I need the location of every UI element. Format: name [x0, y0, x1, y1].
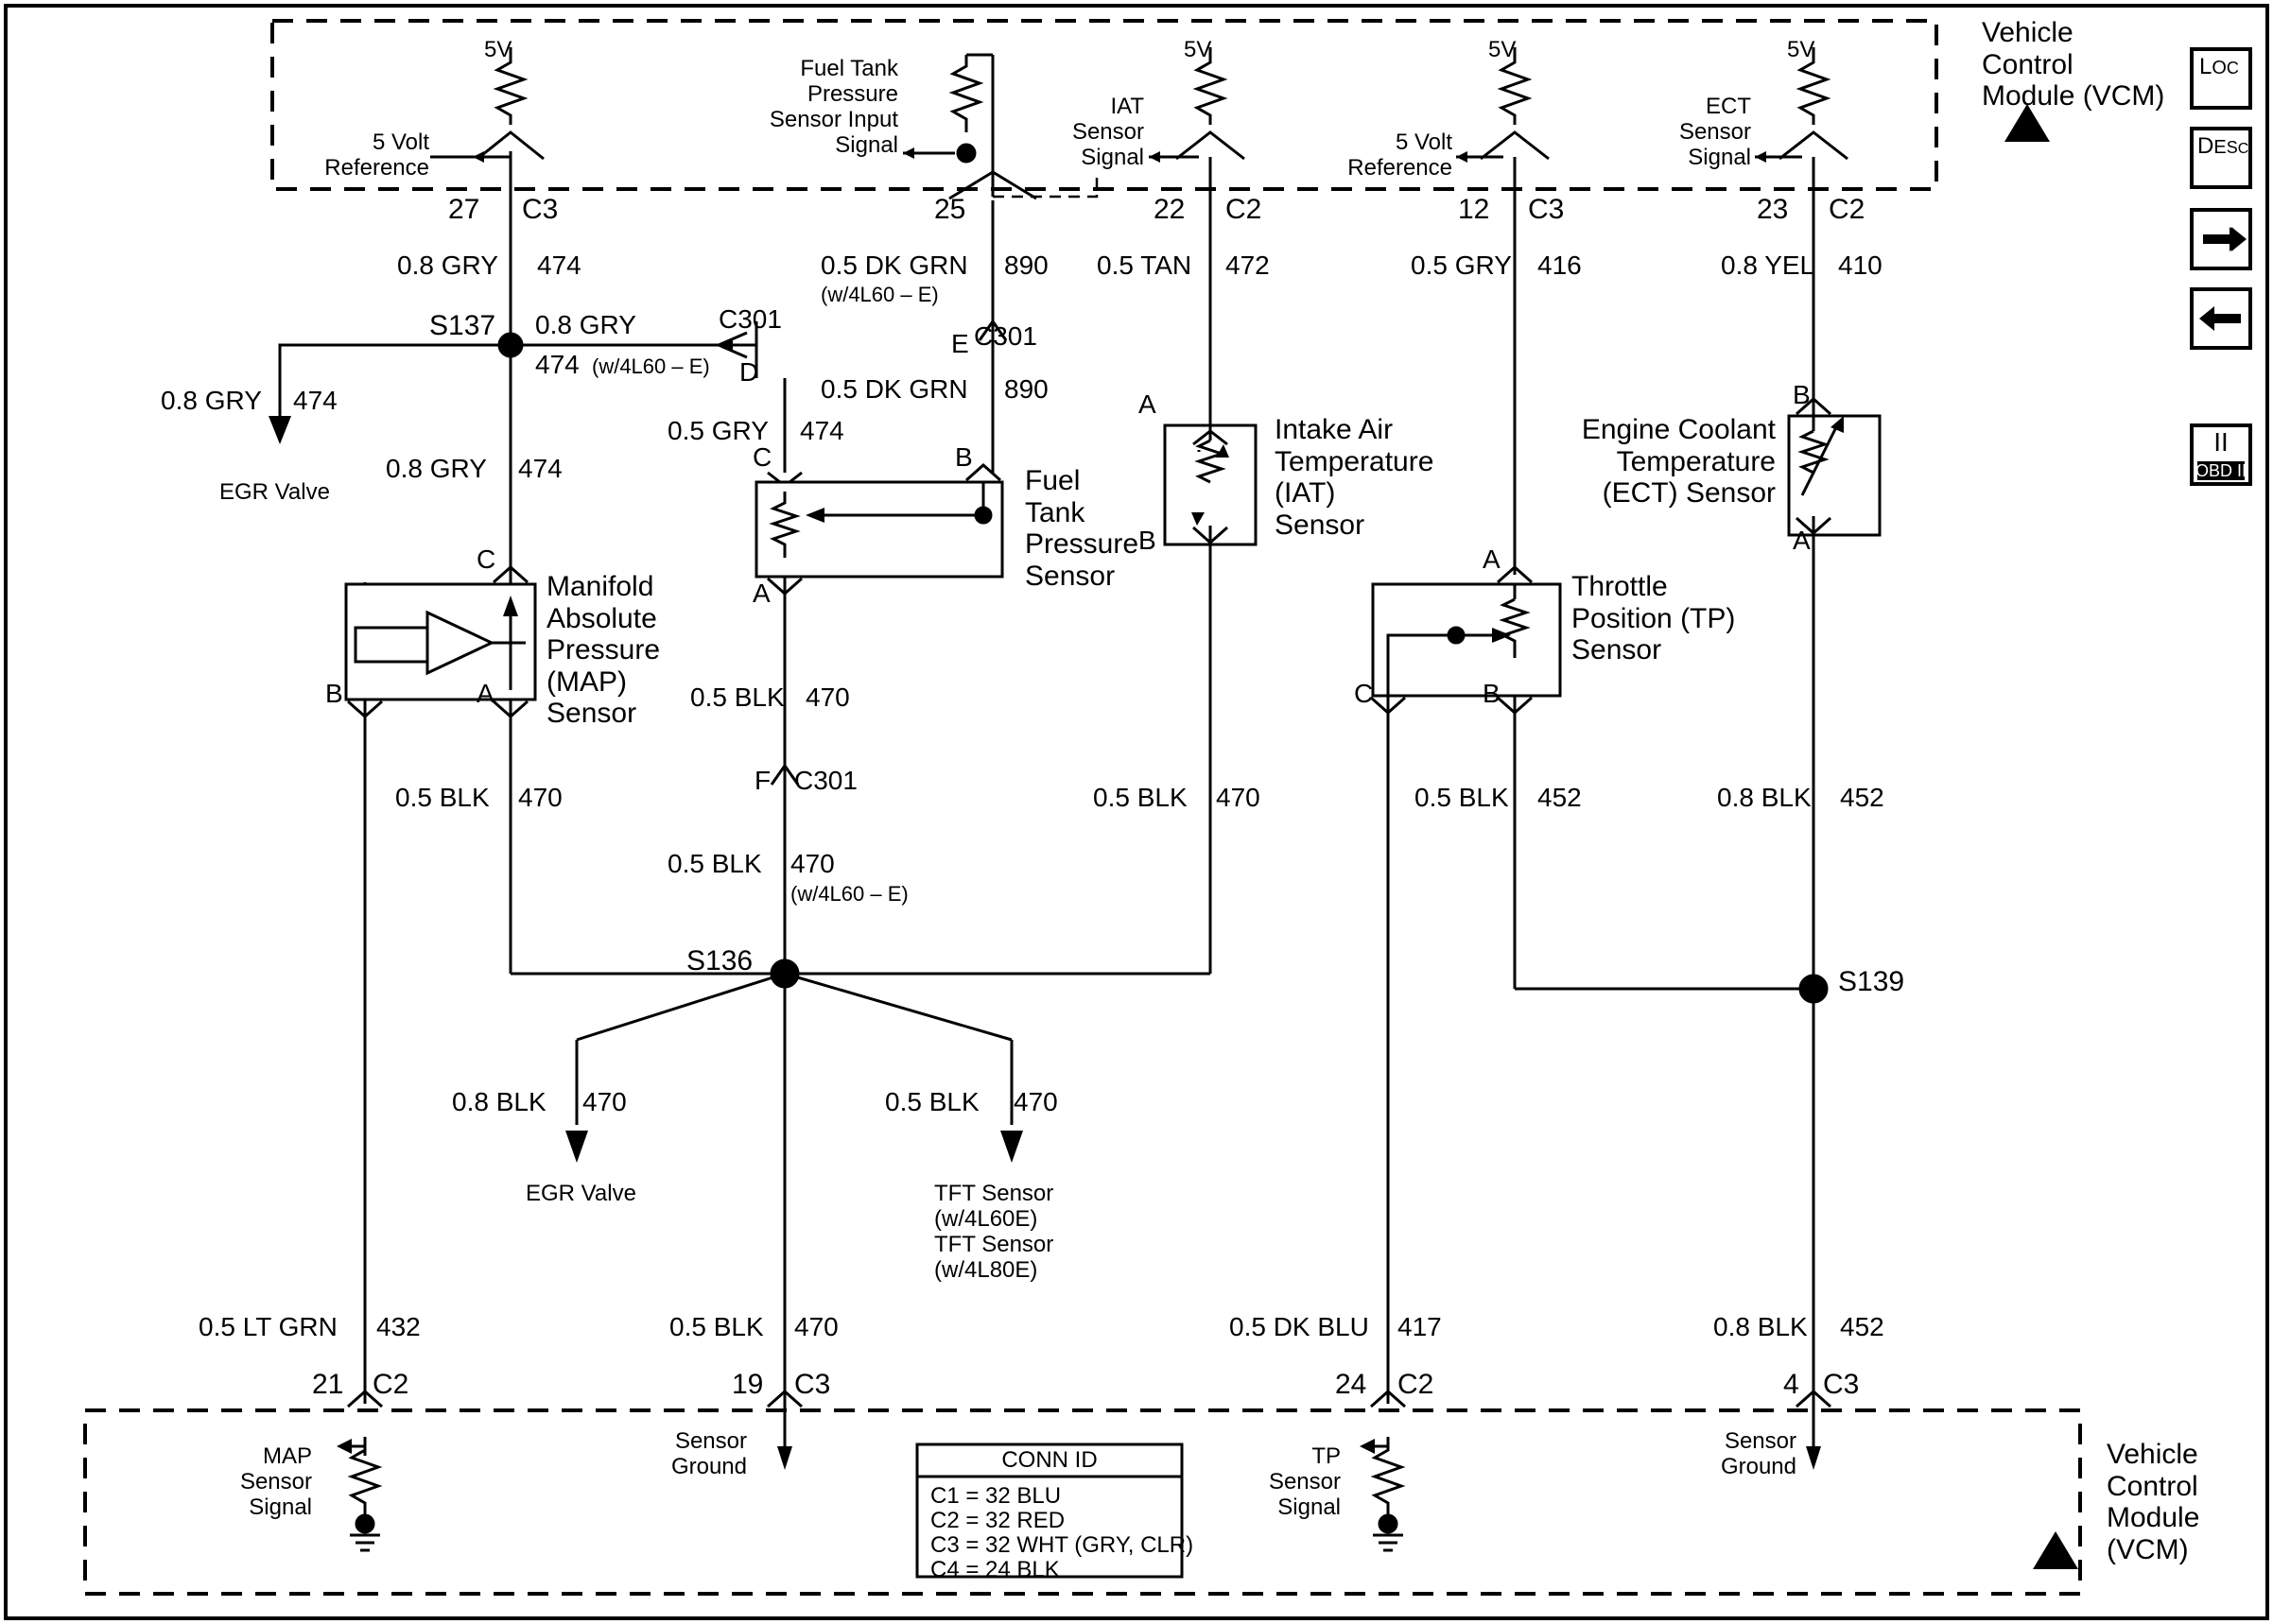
obd-ii-button-label[interactable]: OBD II — [2195, 461, 2247, 480]
conn-c3-bot-1: C3 — [794, 1369, 831, 1400]
pin-19: 19 — [732, 1369, 764, 1400]
conn-c2-top-2: C2 — [1829, 194, 1865, 225]
label-ftp-signal: Fuel Tank Pressure Sensor Input Signal — [769, 56, 898, 158]
wire-num-w6: 890 — [1004, 251, 1049, 280]
wire-label-w14: 0.5 BLK — [668, 849, 762, 878]
wire-num-w21: 470 — [794, 1312, 839, 1341]
conn-c2-top-1: C2 — [1225, 194, 1262, 225]
splice-s136: S136 — [686, 945, 754, 976]
pin-22: 22 — [1154, 194, 1186, 225]
connector-c301-e-label: C301 — [974, 321, 1037, 351]
label-iat-signal: IAT Sensor Signal — [1071, 94, 1144, 170]
wire-num-w5: 474 — [800, 416, 844, 445]
wire-num-w23: 452 — [1840, 1312, 1884, 1341]
label-5v-ref-2: 5 Volt Reference — [1347, 130, 1452, 181]
dest-egr-valve-2: EGR Valve — [526, 1181, 636, 1206]
conn-c2-bot-2: C2 — [1397, 1369, 1434, 1400]
conn-id-row-3: C3 = 32 WHT (GRY, CLR) — [930, 1532, 1194, 1558]
map-sensor-label: Manifold Absolute Pressure (MAP) Sensor — [547, 571, 661, 730]
wire-num-w20: 432 — [376, 1312, 421, 1341]
wire-label-w11: 0.5 BLK — [690, 682, 785, 712]
pin-12: 12 — [1458, 194, 1490, 225]
wire-label-w3: 0.8 GRY — [535, 310, 636, 339]
tp-sensor-label: Throttle Position (TP) Sensor — [1571, 571, 1736, 666]
pin-25: 25 — [934, 194, 966, 225]
connector-c301-e-cav: E — [951, 329, 969, 358]
ect-pin-b: B — [1793, 380, 1811, 409]
wire-note-w3: (w/4L60 – E) — [592, 354, 710, 378]
ect-sensor-label: Engine Coolant Temperature (ECT) Sensor — [1581, 414, 1776, 510]
wire-num-w18: 470 — [582, 1087, 627, 1116]
desc-button[interactable]: DESC — [2197, 133, 2249, 159]
conn-id-row-2: C2 = 32 RED — [930, 1508, 1066, 1533]
connector-c301-f-label: C301 — [794, 766, 858, 795]
map-pin-a: A — [477, 679, 495, 708]
conn-id-title: CONN ID — [1001, 1447, 1098, 1473]
pin-4: 4 — [1783, 1369, 1799, 1400]
wire-num-w8: 472 — [1225, 251, 1270, 280]
supply-5v-2: 5V — [1184, 37, 1212, 62]
supply-5v-1: 5V — [484, 37, 512, 62]
wire-num-w2: 474 — [293, 386, 338, 415]
wire-num-w1: 474 — [537, 251, 581, 280]
wire-label-w2: 0.8 GRY — [161, 386, 262, 415]
wire-label-w8: 0.5 TAN — [1097, 251, 1192, 280]
connector-c301-f-cav: F — [755, 766, 772, 795]
loc-button[interactable]: LOC — [2199, 54, 2239, 79]
tp-pin-c: C — [1354, 679, 1374, 708]
supply-5v-4: 5V — [1787, 37, 1815, 62]
tp-pin-b: B — [1483, 679, 1501, 708]
conn-id-row-4: C4 = 24 BLK — [930, 1557, 1060, 1582]
label-5v-ref-1: 5 Volt Reference — [324, 130, 429, 181]
tp-pin-a: A — [1483, 544, 1501, 574]
next-arrow-button[interactable] — [2192, 212, 2250, 270]
ect-pin-a: A — [1793, 526, 1811, 555]
wire-label-w15: 0.5 BLK — [1093, 783, 1188, 812]
wire-num-w10: 410 — [1838, 251, 1883, 280]
splice-s137: S137 — [429, 310, 496, 341]
wire-label-w20: 0.5 LT GRN — [199, 1312, 338, 1341]
wire-label-w7: 0.5 DK GRN — [821, 374, 968, 404]
wire-label-w18: 0.8 BLK — [452, 1087, 547, 1116]
pin-24: 24 — [1335, 1369, 1367, 1400]
wire-num-w22: 417 — [1397, 1312, 1442, 1341]
wire-note-w6: (w/4L60 – E) — [821, 283, 939, 306]
dest-egr-valve-1: EGR Valve — [219, 479, 330, 505]
vcm-bottom-label: Vehicle Control Module (VCM) — [2107, 1439, 2200, 1565]
conn-c3-bot-2: C3 — [1823, 1369, 1860, 1400]
wire-label-w6: 0.5 DK GRN — [821, 251, 968, 280]
wire-note-w14: (w/4L60 – E) — [790, 882, 909, 906]
wire-label-w5: 0.5 GRY — [668, 416, 769, 445]
dest-tft-sensor: TFT Sensor (w/4L60E) TFT Sensor (w/4L80E) — [934, 1181, 1054, 1283]
supply-5v-3: 5V — [1488, 37, 1517, 62]
ftp-pin-a: A — [753, 579, 771, 608]
wire-num-w17: 452 — [1840, 783, 1884, 812]
prev-arrow-button[interactable] — [2192, 291, 2250, 350]
pin-23: 23 — [1757, 194, 1789, 225]
obd-ii-button-top[interactable]: II — [2213, 427, 2229, 457]
wire-num-w16: 452 — [1537, 783, 1582, 812]
label-tp-signal: TP Sensor Signal — [1268, 1443, 1341, 1520]
wire-label-w1: 0.8 GRY — [397, 251, 498, 280]
label-map-signal: MAP Sensor Signal — [239, 1443, 312, 1520]
conn-c3-top-2: C3 — [1528, 194, 1565, 225]
wire-label-w12: 0.5 BLK — [395, 783, 490, 812]
label-ect-signal: ECT Sensor Signal — [1678, 94, 1751, 170]
wire-label-w16: 0.5 BLK — [1414, 783, 1509, 812]
wire-label-w23: 0.8 BLK — [1713, 1312, 1808, 1341]
connector-c301-d-label: C301 — [719, 304, 782, 334]
label-sensor-ground-1: Sensor Ground — [670, 1428, 747, 1479]
wire-num-w3: 474 — [535, 350, 580, 379]
map-pin-c: C — [477, 544, 496, 574]
map-pin-b: B — [325, 679, 343, 708]
splice-s139: S139 — [1838, 966, 1905, 997]
vcm-top-label: Vehicle Control Module (VCM) — [1982, 17, 2165, 112]
pin-27: 27 — [448, 194, 480, 225]
wire-num-w12: 470 — [518, 783, 563, 812]
wire-label-w9: 0.5 GRY — [1411, 251, 1512, 280]
wire-num-w15: 470 — [1216, 783, 1260, 812]
conn-c2-bot-1: C2 — [373, 1369, 409, 1400]
wire-num-w11: 470 — [806, 682, 850, 712]
connector-c301-d-cav: D — [739, 357, 759, 387]
iat-sensor-label: Intake Air Temperature (IAT) Sensor — [1275, 414, 1434, 541]
pin-21: 21 — [312, 1369, 344, 1400]
wire-num-w19: 470 — [1014, 1087, 1058, 1116]
wire-label-w17: 0.8 BLK — [1717, 783, 1812, 812]
wire-label-w10: 0.8 YEL — [1721, 251, 1815, 280]
wire-num-w14: 470 — [790, 849, 835, 878]
wire-num-w9: 416 — [1537, 251, 1582, 280]
iat-pin-a: A — [1138, 389, 1156, 419]
wire-num-w4: 474 — [518, 454, 563, 483]
ftp-sensor-label: Fuel Tank Pressure Sensor — [1025, 465, 1139, 592]
wire-label-w22: 0.5 DK BLU — [1229, 1312, 1369, 1341]
conn-c3-top-1: C3 — [522, 194, 559, 225]
wire-label-w4: 0.8 GRY — [386, 454, 487, 483]
wire-label-w19: 0.5 BLK — [885, 1087, 980, 1116]
wire-label-w21: 0.5 BLK — [669, 1312, 764, 1341]
wire-num-w7: 890 — [1004, 374, 1049, 404]
label-sensor-ground-2: Sensor Ground — [1720, 1428, 1796, 1479]
ftp-pin-c: C — [753, 442, 772, 472]
conn-id-row-1: C1 = 32 BLU — [930, 1483, 1062, 1509]
ftp-pin-b: B — [955, 442, 973, 472]
iat-pin-b: B — [1138, 526, 1156, 555]
